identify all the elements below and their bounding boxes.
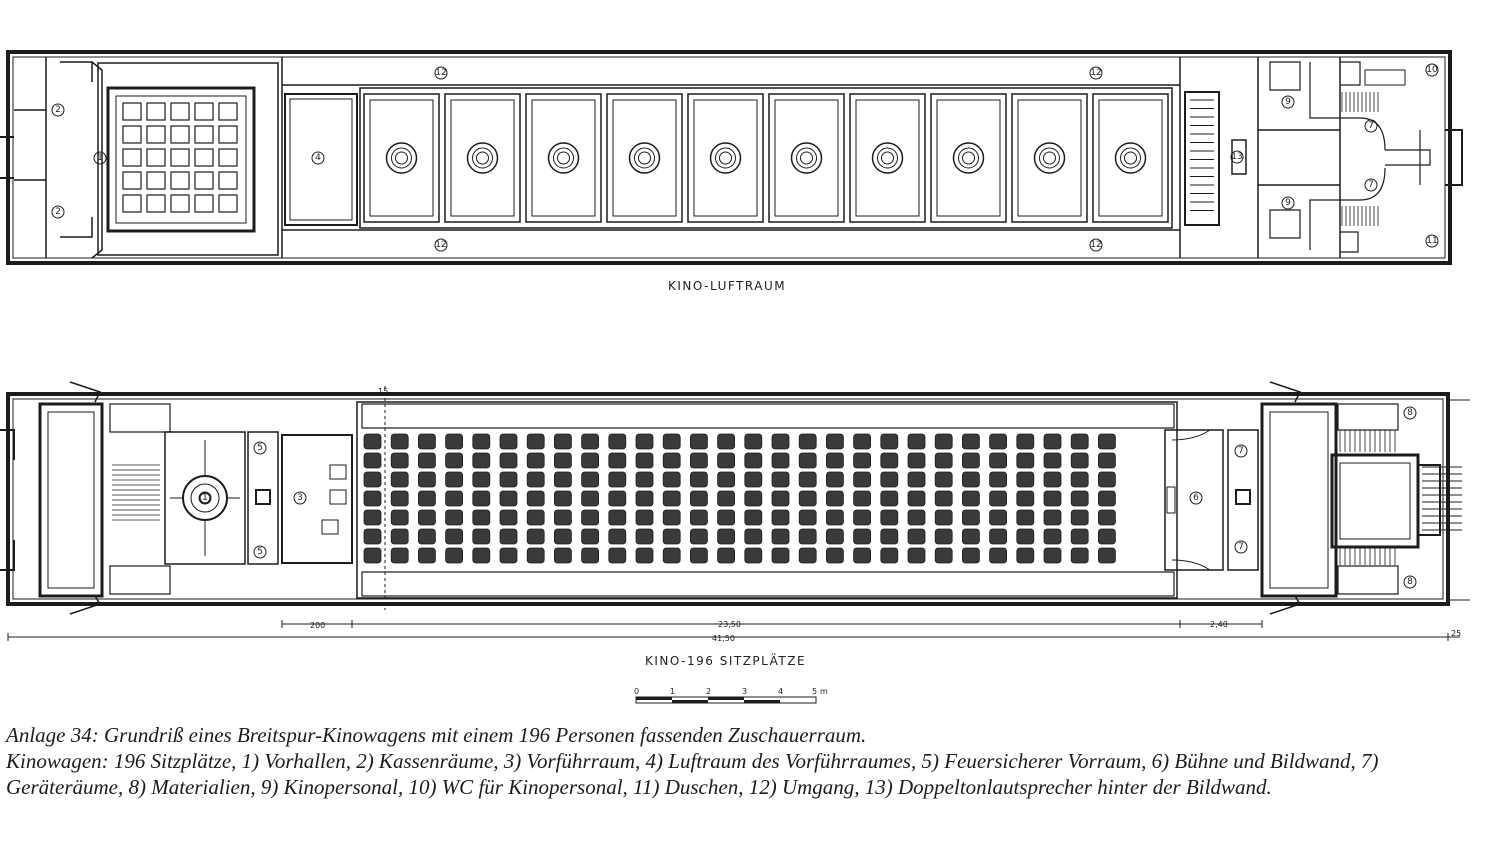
- seat: [391, 491, 408, 506]
- room-12-b: 12: [1090, 68, 1102, 78]
- scale-tick-2: 2: [706, 687, 712, 696]
- room-10: 10: [1426, 65, 1438, 75]
- seat: [990, 434, 1007, 449]
- seat: [446, 548, 463, 563]
- seat: [772, 548, 789, 563]
- seat: [962, 434, 979, 449]
- seat: [527, 434, 544, 449]
- seat: [446, 453, 463, 468]
- seat: [826, 491, 843, 506]
- seat: [690, 548, 707, 563]
- room-5-bottom: 5: [257, 547, 263, 557]
- seat: [1071, 491, 1088, 506]
- seat: [364, 529, 381, 544]
- seat: [1017, 510, 1034, 525]
- seat: [962, 510, 979, 525]
- seat: [1098, 453, 1115, 468]
- seat: [690, 529, 707, 544]
- scale-tick-1: 1: [670, 687, 676, 696]
- room-4: 4: [315, 153, 321, 163]
- seat: [1071, 453, 1088, 468]
- room-8-bottom: 8: [1407, 577, 1413, 587]
- seat: [527, 472, 544, 487]
- dim-15: 15: [378, 387, 389, 396]
- seat: [364, 491, 381, 506]
- room-13: 13: [1231, 152, 1243, 162]
- seat: [799, 529, 816, 544]
- seat: [826, 548, 843, 563]
- seat: [418, 453, 435, 468]
- seat: [1044, 434, 1061, 449]
- seat: [500, 529, 517, 544]
- seat: [854, 491, 871, 506]
- seat: [1071, 472, 1088, 487]
- seat: [418, 491, 435, 506]
- seat: [391, 453, 408, 468]
- room-5-top: 5: [257, 443, 263, 453]
- room-2-bottom: 2: [55, 207, 61, 217]
- seat: [609, 510, 626, 525]
- seat: [636, 529, 653, 544]
- seat: [527, 548, 544, 563]
- seat: [391, 472, 408, 487]
- scale-unit: m: [820, 687, 828, 696]
- seat: [881, 472, 898, 487]
- seat: [636, 453, 653, 468]
- seat: [582, 453, 599, 468]
- seat: [718, 434, 735, 449]
- seat: [745, 510, 762, 525]
- seat: [1017, 491, 1034, 506]
- seat: [990, 453, 1007, 468]
- seat: [663, 472, 680, 487]
- seat: [826, 472, 843, 487]
- seat: [881, 453, 898, 468]
- seat: [446, 529, 463, 544]
- seat: [391, 510, 408, 525]
- room-12-c: 12: [435, 240, 447, 250]
- scale-tick-3: 3: [742, 687, 748, 696]
- seat: [1017, 434, 1034, 449]
- seat: [690, 491, 707, 506]
- seat: [990, 510, 1007, 525]
- seat: [1044, 548, 1061, 563]
- room-11: 11: [1426, 236, 1438, 246]
- seat: [881, 434, 898, 449]
- seat: [718, 548, 735, 563]
- seat: [418, 472, 435, 487]
- caption-title: Anlage 34: Grundriß eines Breitspur-Kinowagens mit einem 196 Personen fassenden Zuschauerraum.: [6, 723, 867, 747]
- seat: [554, 510, 571, 525]
- seat: [718, 491, 735, 506]
- seat: [609, 434, 626, 449]
- projection-void: [285, 94, 357, 225]
- seat: [935, 529, 952, 544]
- seat: [990, 472, 1007, 487]
- seat: [1098, 434, 1115, 449]
- seat: [609, 472, 626, 487]
- seat: [527, 453, 544, 468]
- seat: [636, 510, 653, 525]
- seat: [772, 529, 789, 544]
- seat: [554, 453, 571, 468]
- seat: [609, 491, 626, 506]
- seat: [473, 548, 490, 563]
- seat: [881, 491, 898, 506]
- seat: [1017, 548, 1034, 563]
- room-7-bottom: 7: [1238, 542, 1244, 552]
- room-1-lower: 1: [202, 493, 208, 503]
- seat: [1017, 529, 1034, 544]
- seat: [1098, 548, 1115, 563]
- seat: [854, 529, 871, 544]
- seat: [418, 529, 435, 544]
- seat: [854, 510, 871, 525]
- dim-4150: 41,50: [712, 634, 735, 643]
- seat: [690, 510, 707, 525]
- room-12-a: 12: [435, 68, 447, 78]
- upper-plan-label: KINO-LUFTRAUM: [668, 279, 787, 293]
- seat: [500, 491, 517, 506]
- figure-caption: [6, 722, 1476, 800]
- seat: [935, 453, 952, 468]
- seat: [554, 548, 571, 563]
- seat: [663, 548, 680, 563]
- seat: [908, 491, 925, 506]
- lower-plan-label: KINO-196 SITZPLÄTZE: [645, 654, 807, 668]
- seat: [1044, 529, 1061, 544]
- scale-bar: [636, 697, 816, 703]
- seat: [364, 472, 381, 487]
- seat: [500, 472, 517, 487]
- room-12-d: 12: [1090, 240, 1102, 250]
- seat: [554, 529, 571, 544]
- room-6: 6: [1193, 493, 1199, 503]
- seat: [799, 491, 816, 506]
- seat: [391, 548, 408, 563]
- seat: [1017, 453, 1034, 468]
- seat: [473, 491, 490, 506]
- seat: [609, 453, 626, 468]
- seat: [500, 548, 517, 563]
- seat: [990, 548, 1007, 563]
- seat: [1071, 548, 1088, 563]
- seat: [418, 434, 435, 449]
- seat: [1044, 491, 1061, 506]
- seat: [854, 548, 871, 563]
- caption-legend: Kinowagen: 196 Sitzplätze, 1) Vorhallen, 2) Kassenräume, 3) Vorführraum, 4) Luftraum des Vorführraumes, 5) Feuersicherer Vorraum, 6) Bühne und Bildwand, 7) Geräteräume, 8) Materialien, 9) Kinopersonal, 10) WC für Kinopersonal, 11) Duschen, 12) Umgang, 13) Doppeltonlautsprecher hinter der Bildwand.: [6, 749, 1379, 799]
- upper-lobby: [98, 63, 278, 255]
- seat: [554, 472, 571, 487]
- seat: [473, 434, 490, 449]
- seat: [962, 548, 979, 563]
- seat: [473, 529, 490, 544]
- seat: [446, 510, 463, 525]
- projection-room: [282, 435, 352, 563]
- seat: [636, 472, 653, 487]
- seat: [990, 529, 1007, 544]
- seat: [854, 434, 871, 449]
- seat: [962, 491, 979, 506]
- seat: [854, 472, 871, 487]
- seat: [1017, 472, 1034, 487]
- scale-tick-5: 5: [812, 687, 818, 696]
- seat: [663, 434, 680, 449]
- seat: [908, 529, 925, 544]
- seat: [772, 434, 789, 449]
- seat: [609, 548, 626, 563]
- seat: [799, 510, 816, 525]
- seat: [935, 510, 952, 525]
- seat: [799, 434, 816, 449]
- seat: [636, 548, 653, 563]
- scale-tick-0: 0: [634, 687, 640, 696]
- dim-200: 200: [310, 621, 326, 630]
- seat: [1071, 434, 1088, 449]
- seat: [772, 491, 789, 506]
- seat: [364, 510, 381, 525]
- seat: [582, 510, 599, 525]
- seat: [391, 529, 408, 544]
- seat: [935, 434, 952, 449]
- seat: [718, 453, 735, 468]
- seat: [500, 434, 517, 449]
- scale-tick-4: 4: [778, 687, 784, 696]
- seat: [745, 434, 762, 449]
- seat: [446, 434, 463, 449]
- seat: [582, 491, 599, 506]
- room-8-top: 8: [1407, 408, 1413, 418]
- seat: [990, 491, 1007, 506]
- seat: [446, 491, 463, 506]
- seat: [745, 472, 762, 487]
- seat: [663, 491, 680, 506]
- seat: [582, 434, 599, 449]
- room-9-bottom: 9: [1285, 198, 1291, 208]
- dim-25: 25: [1451, 629, 1462, 638]
- seat: [962, 472, 979, 487]
- seat: [690, 472, 707, 487]
- seat: [1098, 491, 1115, 506]
- seat: [582, 548, 599, 563]
- seat: [908, 453, 925, 468]
- seat: [745, 548, 762, 563]
- seat: [935, 548, 952, 563]
- seat: [1098, 529, 1115, 544]
- seat: [1098, 510, 1115, 525]
- seat: [718, 529, 735, 544]
- seat: [799, 548, 816, 563]
- seat: [1098, 472, 1115, 487]
- room-7-top: 7: [1238, 446, 1244, 456]
- seat: [799, 453, 816, 468]
- seat: [364, 453, 381, 468]
- seat: [1044, 510, 1061, 525]
- room-9-top: 9: [1285, 97, 1291, 107]
- seat: [391, 434, 408, 449]
- seat: [527, 529, 544, 544]
- seat: [908, 434, 925, 449]
- seat: [636, 491, 653, 506]
- seat: [663, 529, 680, 544]
- seat: [582, 529, 599, 544]
- seat: [500, 453, 517, 468]
- seat: [1071, 510, 1088, 525]
- seat: [962, 529, 979, 544]
- seat: [364, 548, 381, 563]
- seat: [745, 491, 762, 506]
- seat: [826, 529, 843, 544]
- seat: [881, 529, 898, 544]
- seat: [418, 510, 435, 525]
- seat: [881, 548, 898, 563]
- room-1-upper: 1: [97, 153, 103, 163]
- seat: [799, 472, 816, 487]
- seat: [962, 453, 979, 468]
- seat: [718, 472, 735, 487]
- seat: [582, 472, 599, 487]
- seat: [554, 434, 571, 449]
- seat: [663, 510, 680, 525]
- seat: [908, 472, 925, 487]
- seat: [745, 453, 762, 468]
- seat: [745, 529, 762, 544]
- seat: [364, 434, 381, 449]
- seat: [418, 548, 435, 563]
- room-7-upper-b: 7: [1368, 180, 1374, 190]
- seat: [854, 453, 871, 468]
- seat: [636, 434, 653, 449]
- seat: [826, 453, 843, 468]
- seat: [908, 510, 925, 525]
- room-3: 3: [297, 493, 303, 503]
- lower-plan: [0, 382, 1470, 614]
- seat: [609, 529, 626, 544]
- seat: [473, 472, 490, 487]
- seat: [690, 434, 707, 449]
- seat: [772, 510, 789, 525]
- dim-240: 2,40: [1210, 620, 1228, 629]
- seat: [527, 491, 544, 506]
- dim-2350: 23,50: [718, 620, 741, 629]
- seat: [500, 510, 517, 525]
- seat: [826, 434, 843, 449]
- seat: [718, 510, 735, 525]
- seat: [663, 453, 680, 468]
- seat: [826, 510, 843, 525]
- seat: [772, 453, 789, 468]
- seat: [935, 472, 952, 487]
- seat: [446, 472, 463, 487]
- seat: [690, 453, 707, 468]
- seat: [473, 453, 490, 468]
- seat: [1044, 453, 1061, 468]
- seat: [1071, 529, 1088, 544]
- seat: [772, 472, 789, 487]
- room-2-top: 2: [55, 105, 61, 115]
- seat: [473, 510, 490, 525]
- seat: [1044, 472, 1061, 487]
- seat: [881, 510, 898, 525]
- seat: [935, 491, 952, 506]
- room-7-upper-a: 7: [1368, 121, 1374, 131]
- seat: [527, 510, 544, 525]
- seat: [554, 491, 571, 506]
- seat: [908, 548, 925, 563]
